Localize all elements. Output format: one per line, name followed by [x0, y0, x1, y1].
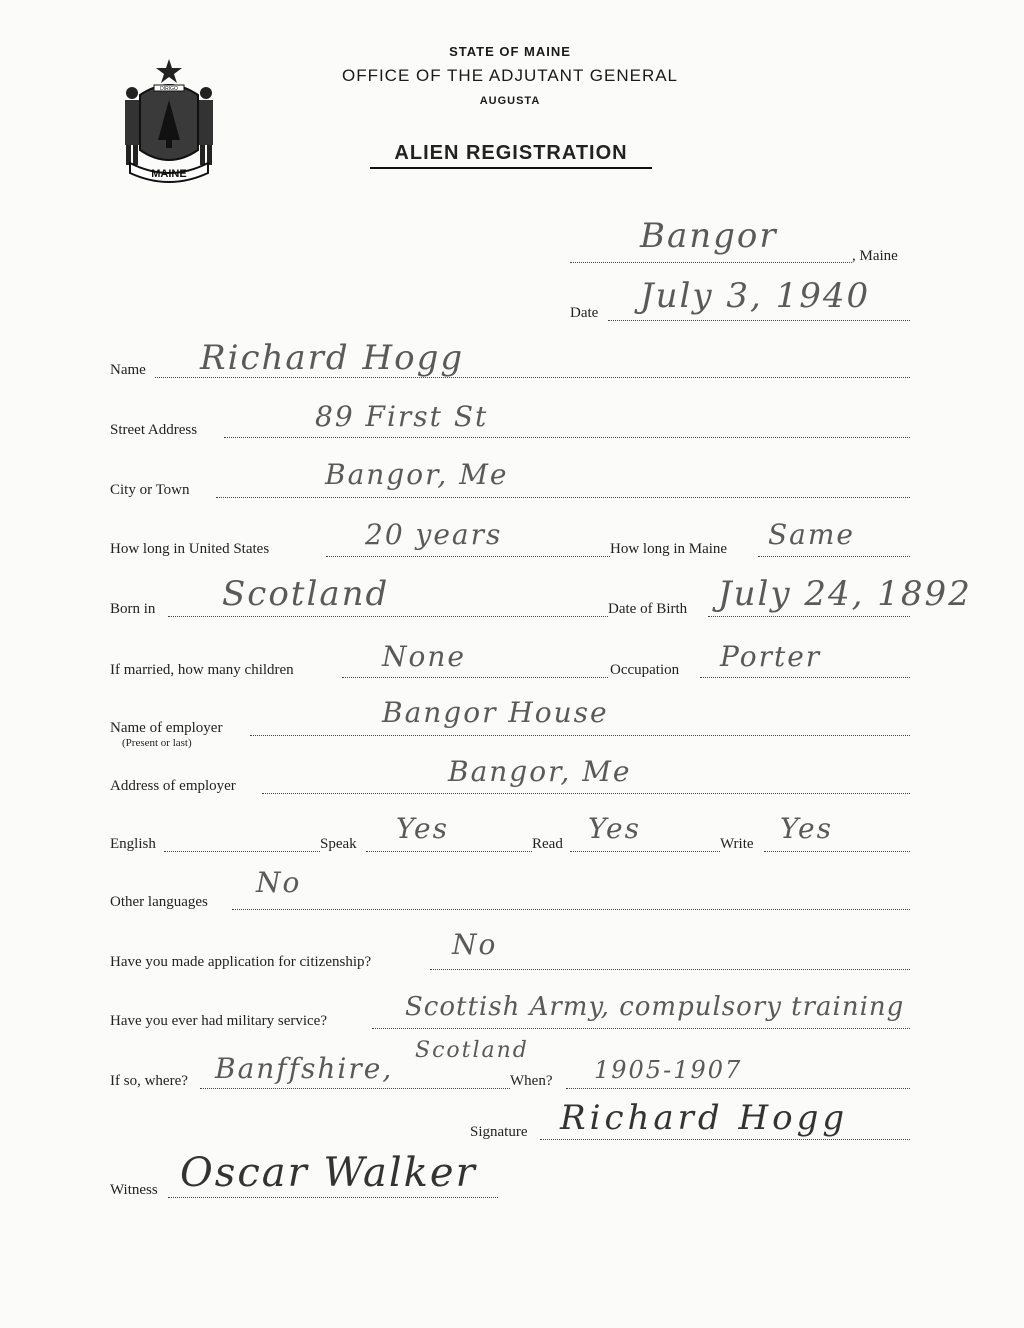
english-label: English — [110, 836, 156, 852]
when-line — [566, 1088, 910, 1089]
place-line — [570, 262, 852, 263]
seal-motto-text: DIRIGO — [160, 86, 178, 92]
maine-label: How long in Maine — [610, 541, 728, 557]
header-state: STATE OF MAINE — [449, 44, 571, 59]
date-value: July 3, 1940 — [640, 276, 871, 316]
other-lang-line — [232, 909, 910, 910]
read-value: Yes — [588, 812, 641, 845]
date-line — [608, 320, 910, 321]
signature-label: Signature — [470, 1124, 528, 1140]
us-value: 20 years — [365, 518, 503, 551]
read-line — [570, 851, 720, 852]
place-value: Bangor — [640, 216, 778, 256]
write-value: Yes — [780, 812, 833, 845]
speak-line — [366, 851, 532, 852]
maine-value: Same — [768, 518, 855, 551]
street-line — [224, 437, 910, 438]
where-line — [200, 1088, 510, 1089]
where-value-2: Scotland — [415, 1038, 529, 1063]
us-line — [326, 556, 610, 557]
name-value: Richard Hogg — [200, 338, 465, 378]
employer-label: Name of employer — [110, 720, 223, 736]
write-label: Write — [720, 836, 754, 852]
employer-value: Bangor House — [382, 696, 609, 729]
where-label: If so, where? — [110, 1073, 188, 1089]
city-line — [216, 497, 910, 498]
dob-line — [708, 616, 910, 617]
born-label: Born in — [110, 601, 156, 617]
name-label: Name — [110, 362, 146, 378]
military-line — [372, 1028, 910, 1029]
emp-addr-label: Address of employer — [110, 778, 236, 794]
street-value: 89 First St — [315, 400, 489, 433]
other-lang-label: Other languages — [110, 894, 208, 910]
street-label: Street Address — [110, 422, 198, 438]
occupation-line — [700, 677, 910, 678]
dob-value: July 24, 1892 — [718, 574, 972, 614]
city-label: City or Town — [110, 482, 190, 498]
occupation-label: Occupation — [610, 662, 680, 678]
when-value: 1905-1907 — [594, 1056, 743, 1084]
us-label: How long in United States — [110, 541, 270, 557]
witness-line — [168, 1197, 498, 1198]
emp-addr-line — [262, 793, 910, 794]
employer-line — [250, 735, 910, 736]
signature-value: Richard Hogg — [560, 1098, 849, 1138]
born-line — [168, 616, 608, 617]
citizenship-line — [430, 969, 910, 970]
emp-addr-value: Bangor, Me — [448, 755, 632, 788]
military-value: Scottish Army, compulsory training — [405, 992, 905, 1022]
children-value: None — [382, 640, 466, 673]
place-suffix: , Maine — [852, 248, 898, 264]
born-value: Scotland — [222, 574, 390, 614]
military-label: Have you ever had military service? — [110, 1013, 327, 1029]
citizenship-label: Have you made application for citizenship? — [110, 954, 372, 970]
header-city: AUGUSTA — [479, 95, 541, 107]
header-office: OFFICE OF THE ADJUTANT GENERAL — [341, 66, 679, 85]
read-label: Read — [532, 836, 563, 852]
maine-line — [758, 556, 910, 557]
witness-value: Oscar Walker — [180, 1150, 477, 1196]
date-label: Date — [570, 305, 599, 321]
page-title: ALIEN REGISTRATION — [370, 142, 652, 169]
other-lang-value: No — [256, 866, 302, 899]
english-line — [164, 851, 320, 852]
city-value: Bangor, Me — [325, 458, 509, 491]
witness-label: Witness — [110, 1182, 158, 1198]
write-line — [764, 851, 910, 852]
where-value: Banffshire, — [215, 1052, 394, 1085]
dob-label: Date of Birth — [608, 601, 688, 617]
speak-value: Yes — [396, 812, 449, 845]
children-line — [342, 677, 608, 678]
occupation-value: Porter — [720, 640, 822, 673]
when-label: When? — [510, 1073, 553, 1089]
signature-line — [540, 1139, 910, 1140]
employer-sub-label: (Present or last) — [122, 737, 192, 749]
maine-state-seal-icon — [110, 55, 228, 185]
children-label: If married, how many children — [110, 662, 294, 678]
citizenship-value: No — [452, 928, 498, 961]
seal-banner-text: MAINE — [151, 168, 187, 180]
speak-label: Speak — [320, 836, 357, 852]
